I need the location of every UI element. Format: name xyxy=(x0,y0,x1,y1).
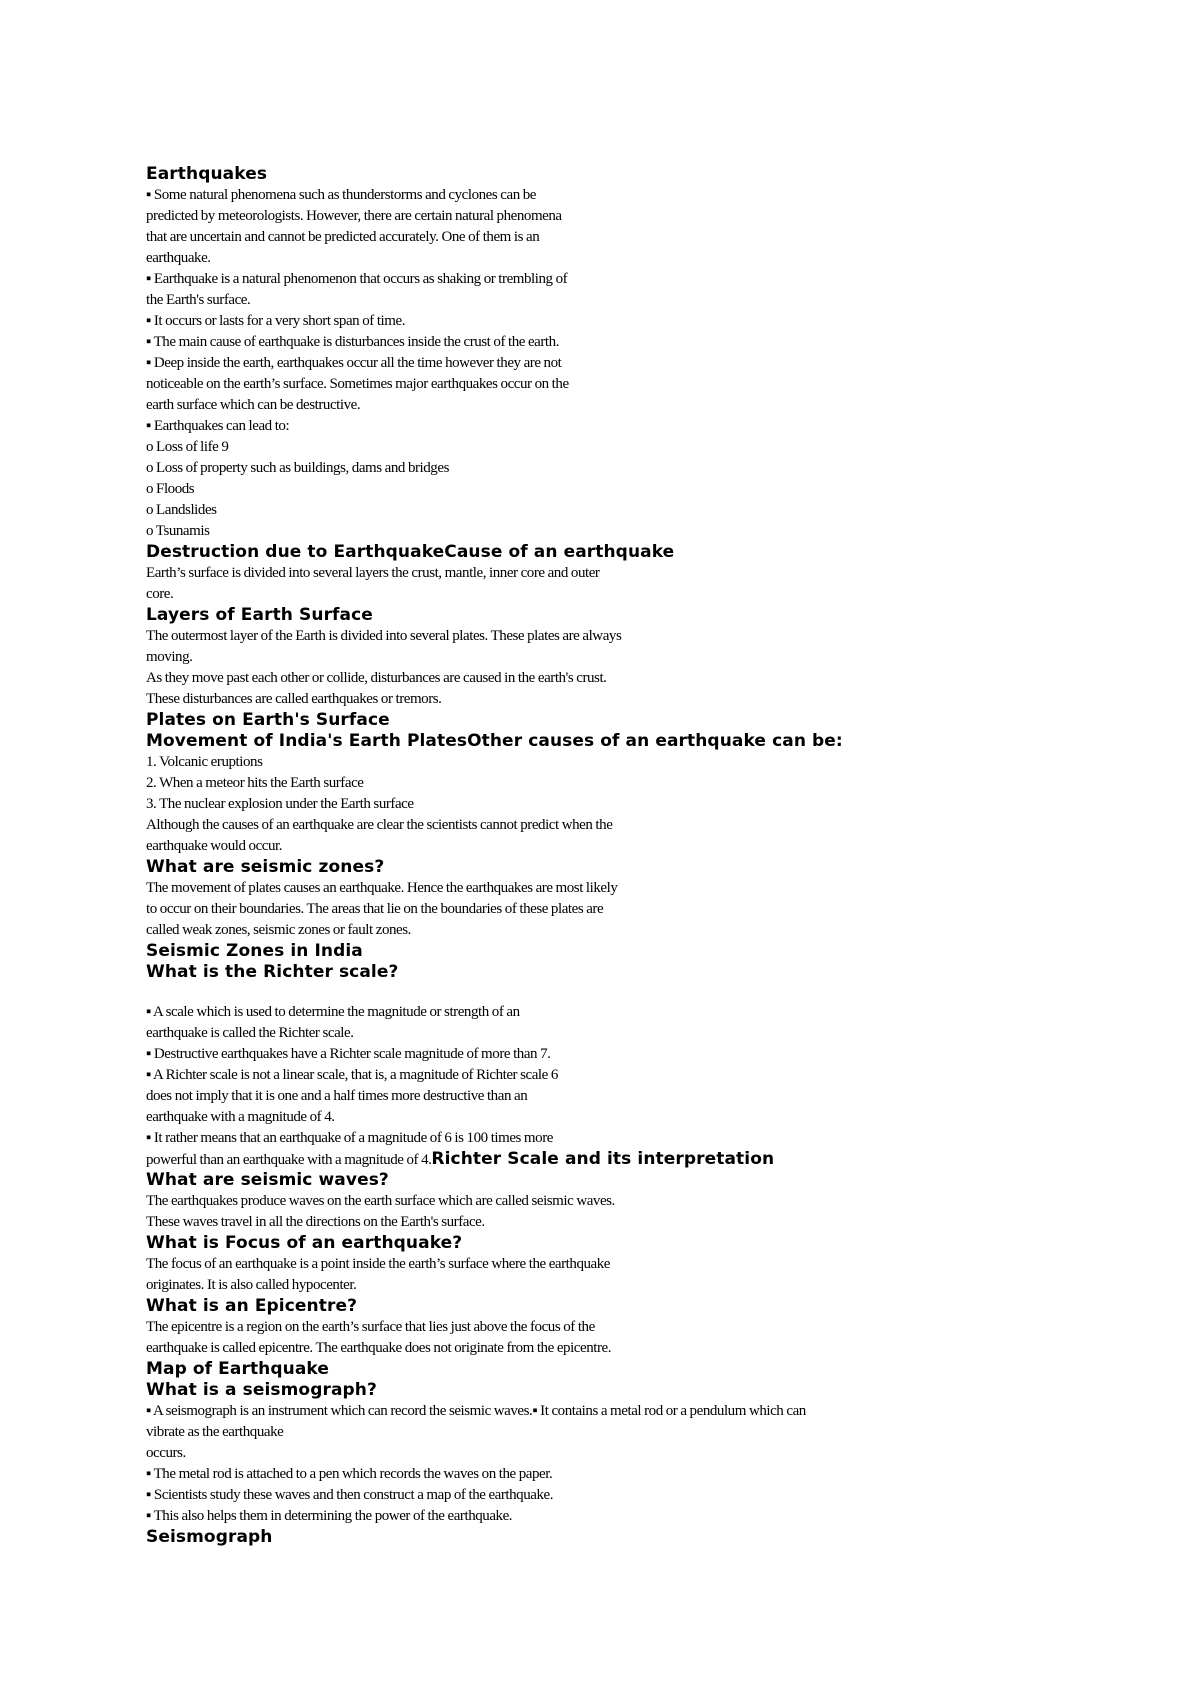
text-line: The epicentre is a region on the earth’s surface that lies just above the focus of the xyxy=(146,1319,595,1335)
text-line: vibrate as the earthquake xyxy=(146,1424,284,1440)
text-line: earthquake. xyxy=(146,250,211,266)
text-line: does not imply that it is one and a half times more destructive than an xyxy=(146,1088,528,1104)
text-line: These disturbances are called earthquakes or tremors. xyxy=(146,691,442,707)
text-line: ▪ This also helps them in determining the power of the earthquake. xyxy=(146,1508,513,1524)
text-line: predicted by meteorologists. However, there are certain natural phenomena xyxy=(146,208,562,224)
text-line: ▪ Destructive earthquakes have a Richter scale magnitude of more than 7. xyxy=(146,1046,551,1062)
text-line: ▪ It occurs or lasts for a very short span of time. xyxy=(146,313,405,329)
text-line: ▪ Deep inside the earth, earthquakes occur all the time however they are not xyxy=(146,355,562,371)
text-line: 2. When a meteor hits the Earth surface xyxy=(146,775,364,791)
heading-what-are-seismic-zones: What are seismic zones? xyxy=(146,857,385,877)
text-line: The outermost layer of the Earth is divided into several plates. These plates are always xyxy=(146,628,622,644)
text-line: As they move past each other or collide, disturbances are caused in the earth's crust. xyxy=(146,670,607,686)
heading-layers-of-earth-surface: Layers of Earth Surface xyxy=(146,605,373,625)
heading-map-of-earthquake: Map of Earthquake xyxy=(146,1359,329,1379)
text-line: The earthquakes produce waves on the earth surface which are called seismic waves. xyxy=(146,1193,615,1209)
text-line: earthquake is called the Richter scale. xyxy=(146,1025,354,1041)
text-line: The movement of plates causes an earthquake. Hence the earthquakes are most likely xyxy=(146,880,618,896)
heading-what-is-an-epicentre: What is an Epicentre? xyxy=(146,1296,358,1316)
text-line: Earth’s surface is divided into several layers the crust, mantle, inner core and outer xyxy=(146,565,600,581)
text-line: ▪ Some natural phenomena such as thunderstorms and cyclones can be xyxy=(146,187,536,203)
heading-plates-on-earth-s-surface: Plates on Earth's Surface xyxy=(146,710,390,730)
text-line: ▪ Scientists study these waves and then construct a map of the earthquake. xyxy=(146,1487,554,1503)
document-part-2 xyxy=(146,1170,1066,1548)
text-line: o Loss of life 9 xyxy=(146,439,229,455)
heading-what-are-seismic-waves: What are seismic waves? xyxy=(146,1170,389,1190)
text-line: earthquake would occur. xyxy=(146,838,283,854)
text-line: The focus of an earthquake is a point inside the earth’s surface where the earthquake xyxy=(146,1256,611,1272)
richter-section xyxy=(146,1002,1066,1170)
text-line: o Loss of property such as buildings, dams and bridges xyxy=(146,460,449,476)
text-line: core. xyxy=(146,586,174,602)
text-line: earthquake with a magnitude of 4. xyxy=(146,1109,335,1125)
document-body xyxy=(146,164,1066,1548)
document-part-1 xyxy=(146,164,1066,983)
text-line: ▪ Earthquake is a natural phenomenon that occurs as shaking or trembling of xyxy=(146,271,568,287)
text-line: 3. The nuclear explosion under the Earth surface xyxy=(146,796,414,812)
text-line: powerful than an earthquake with a magnitude of 4. xyxy=(146,1152,432,1168)
text-line: ▪ The main cause of earthquake is disturbances inside the crust of the earth. xyxy=(146,334,560,350)
text-line: to occur on their boundaries. The areas that lie on the boundaries of these plates are xyxy=(146,901,604,917)
text-line: ▪ A scale which is used to determine the magnitude or strength of an xyxy=(146,1004,520,1020)
text-line: o Floods xyxy=(146,481,195,497)
heading-what-is-focus-of-an-earthquake: What is Focus of an earthquake? xyxy=(146,1233,463,1253)
heading-seismograph: Seismograph xyxy=(146,1527,273,1547)
text-line: Although the causes of an earthquake are clear the scientists cannot predict when the xyxy=(146,817,613,833)
heading-richter-scale-and-its-interpretation: Richter Scale and its interpretation xyxy=(431,1149,775,1169)
heading-what-is-a-seismograph: What is a seismograph? xyxy=(146,1380,377,1400)
text-line: noticeable on the earth’s surface. Sometimes major earthquakes occur on the xyxy=(146,376,569,392)
text-line: originates. It is also called hypocenter. xyxy=(146,1277,357,1293)
text-line: that are uncertain and cannot be predicted accurately. One of them is an xyxy=(146,229,540,245)
text-line: ▪ A seismograph is an instrument which can record the seismic waves.▪ It contains a metal rod or a pendulum which can xyxy=(146,1403,806,1419)
text-line: o Landslides xyxy=(146,502,217,518)
text-line: ▪ The metal rod is attached to a pen which records the waves on the paper. xyxy=(146,1466,553,1482)
text-line: the Earth's surface. xyxy=(146,292,251,308)
heading-seismic-zones-in-india: Seismic Zones in India xyxy=(146,941,363,961)
heading-earthquakes: Earthquakes xyxy=(146,164,268,184)
text-line: These waves travel in all the directions on the Earth's surface. xyxy=(146,1214,485,1230)
heading-movement-of-india-s-earth-platesother-causes-of-an-earthquake-can-be: Movement of India's Earth PlatesOther causes of an earthquake can be: xyxy=(146,731,843,751)
heading-destruction-due-to-earthquakecause-of-an-earthquake: Destruction due to EarthquakeCause of an earthquake xyxy=(146,542,675,562)
text-line: occurs. xyxy=(146,1445,186,1461)
text-line: ▪ It rather means that an earthquake of a magnitude of 6 is 100 times more xyxy=(146,1130,553,1146)
blank-line xyxy=(146,983,1066,1002)
text-line: called weak zones, seismic zones or fault zones. xyxy=(146,922,411,938)
text-line: ▪ Earthquakes can lead to: xyxy=(146,418,290,434)
text-line: earth surface which can be destructive. xyxy=(146,397,361,413)
text-line-with-inline-heading xyxy=(146,1149,1066,1170)
text-line: 1. Volcanic eruptions xyxy=(146,754,263,770)
text-line: ▪ A Richter scale is not a linear scale, that is, a magnitude of Richter scale 6 xyxy=(146,1067,558,1083)
text-line: moving. xyxy=(146,649,193,665)
text-line: o Tsunamis xyxy=(146,523,210,539)
heading-what-is-the-richter-scale: What is the Richter scale? xyxy=(146,962,399,982)
text-line: earthquake is called epicentre. The earthquake does not originate from the epicentre. xyxy=(146,1340,612,1356)
